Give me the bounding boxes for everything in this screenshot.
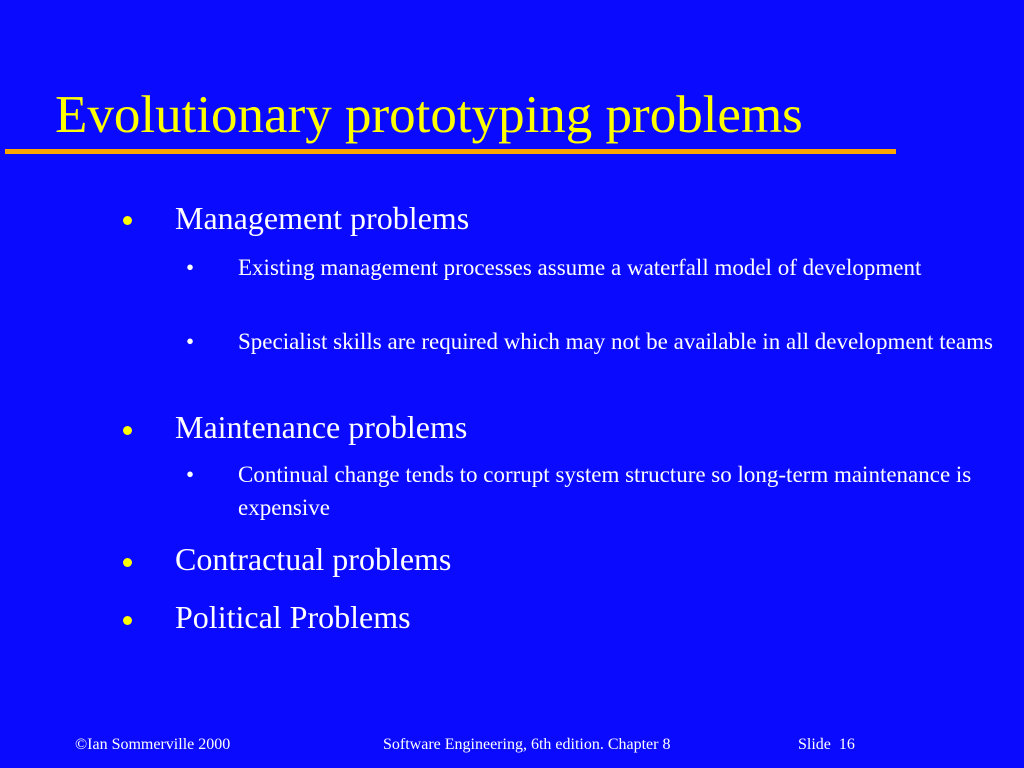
bullet-dot-icon — [123, 426, 132, 435]
bullet-maintenance: Maintenance problems — [175, 409, 468, 445]
footer-slide-number: Slide 16 — [798, 736, 855, 753]
bullet-dot-icon — [123, 616, 132, 625]
bullet-contractual: Contractual problems — [175, 541, 452, 577]
footer-book: Software Engineering, 6th edition. Chapter 8 — [383, 736, 671, 753]
title-underline — [5, 149, 896, 154]
sub-bullet-waterfall: Existing management processes assume a waterfall model of development — [238, 255, 922, 280]
sub-bullet-continual: Continual change tends to corrupt system structure so long-term maintenance is expensive — [238, 462, 972, 520]
sub-bullet-dot-icon: • — [186, 462, 195, 487]
bullet-dot-icon — [123, 216, 132, 225]
sub-bullet-specialist: Specialist skills are required which may not be available in all development teams — [238, 329, 993, 354]
bullet-dot-icon — [123, 558, 132, 567]
sub-bullet-dot-icon: • — [186, 329, 195, 354]
sub-bullet-dot-icon: • — [186, 255, 195, 280]
slide-title: Evolutionary prototyping problems — [55, 86, 803, 144]
footer-copyright: ©Ian Sommerville 2000 — [75, 736, 231, 753]
bullet-political: Political Problems — [175, 599, 411, 635]
bullet-management: Management problems — [175, 200, 470, 236]
